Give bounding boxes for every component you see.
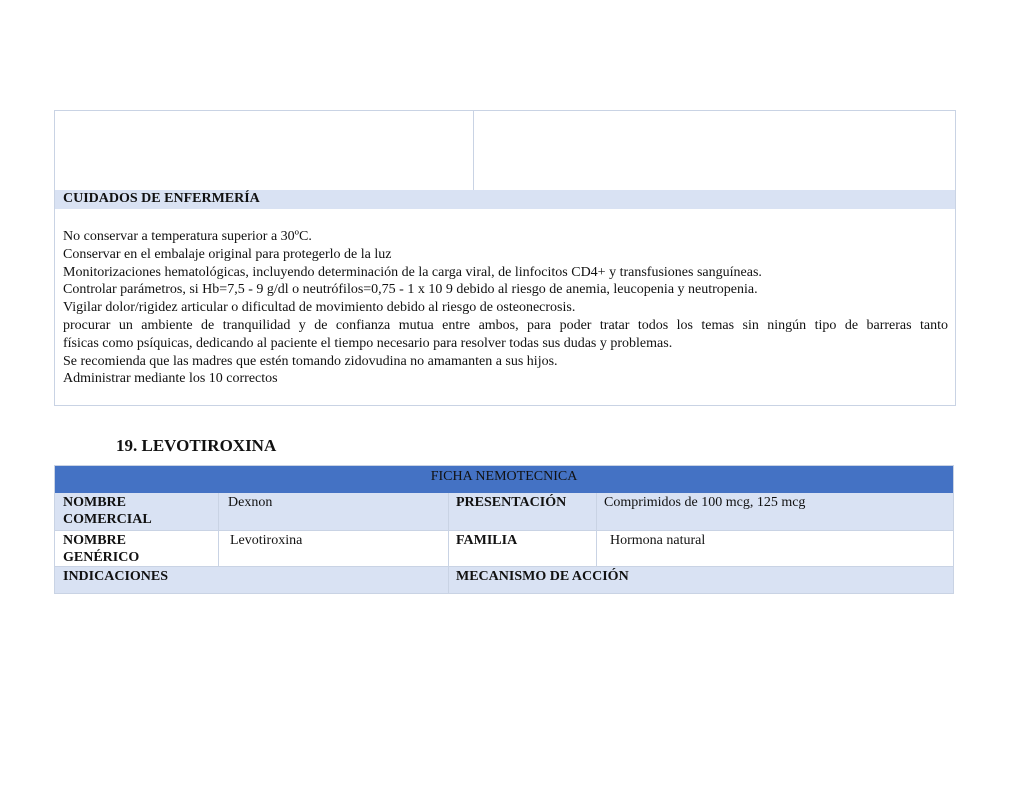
nursing-care-line: Conservar en el embalaje original para protegerlo de la luz xyxy=(63,246,392,262)
ficha-row-generic xyxy=(55,530,953,566)
ficha-table xyxy=(54,465,954,594)
familia-label: FAMILIA xyxy=(449,531,597,567)
nursing-care-line: Se recomienda que las madres que estén tomando zidovudina no amamanten a sus hijos. xyxy=(63,353,558,369)
nombre-generico-value: Levotiroxina xyxy=(219,531,449,567)
nursing-care-line: Monitorizaciones hematológicas, incluyendo determinación de la carga viral, de linfocitos CD4+ y transfusiones sanguíneas. xyxy=(63,264,762,280)
nombre-generico-label-line2: GENÉRICO xyxy=(63,550,140,565)
section-heading: 19. LEVOTIROXINA xyxy=(116,436,277,455)
presentacion-label: PRESENTACIÓN xyxy=(449,493,597,530)
nursing-care-table xyxy=(54,110,956,406)
nursing-care-line: Vigilar dolor/rigidez articular o dificultad de movimiento debido al riesgo de osteonecrosis. xyxy=(63,300,576,316)
nombre-comercial-label-line2: COMERCIAL xyxy=(63,512,152,527)
nursing-care-line: procurar un ambiente de tranquilidad y de confianza mutua entre ambos, para poder tratar todos los temas sin ningún tipo de barreras tanto xyxy=(63,317,948,333)
nombre-comercial-label xyxy=(55,493,219,530)
familia-value: Hormona natural xyxy=(610,533,706,548)
nombre-comercial-label-line1: NOMBRE xyxy=(63,495,126,510)
nursing-care-line: físicas como psíquicas, dedicando al paciente el tiempo necesario para resolver todas sus dudas y problemas. xyxy=(63,335,673,351)
ficha-row-commercial xyxy=(55,493,953,530)
ficha-row-indications xyxy=(55,566,953,593)
nursing-care-heading: CUIDADOS DE ENFERMERÍA xyxy=(55,190,955,209)
nombre-generico-label-line1: NOMBRE xyxy=(63,533,126,548)
empty-top-row xyxy=(55,111,955,190)
ficha-title: FICHA NEMOTECNICA xyxy=(55,466,953,493)
mecanismo-label: MECANISMO DE ACCIÓN xyxy=(456,569,629,584)
presentacion-value: Comprimidos de 100 mcg, 125 mcg xyxy=(604,495,806,510)
nombre-comercial-value: Dexnon xyxy=(219,493,449,530)
nombre-generico-label xyxy=(55,531,219,567)
empty-cell-left xyxy=(55,111,474,190)
nursing-care-line: No conservar a temperatura superior a 30ºC. xyxy=(63,229,312,244)
nursing-care-line: Administrar mediante los 10 correctos xyxy=(63,371,278,387)
nursing-care-line: Controlar parámetros, si Hb=7,5 - 9 g/dl o neutrófilos=0,75 - 1 x 10 9 debido al riesgo de anemia, leucopenia y neutropenia. xyxy=(63,282,758,298)
nursing-care-body xyxy=(55,209,955,405)
indicaciones-label: INDICACIONES xyxy=(55,567,449,594)
